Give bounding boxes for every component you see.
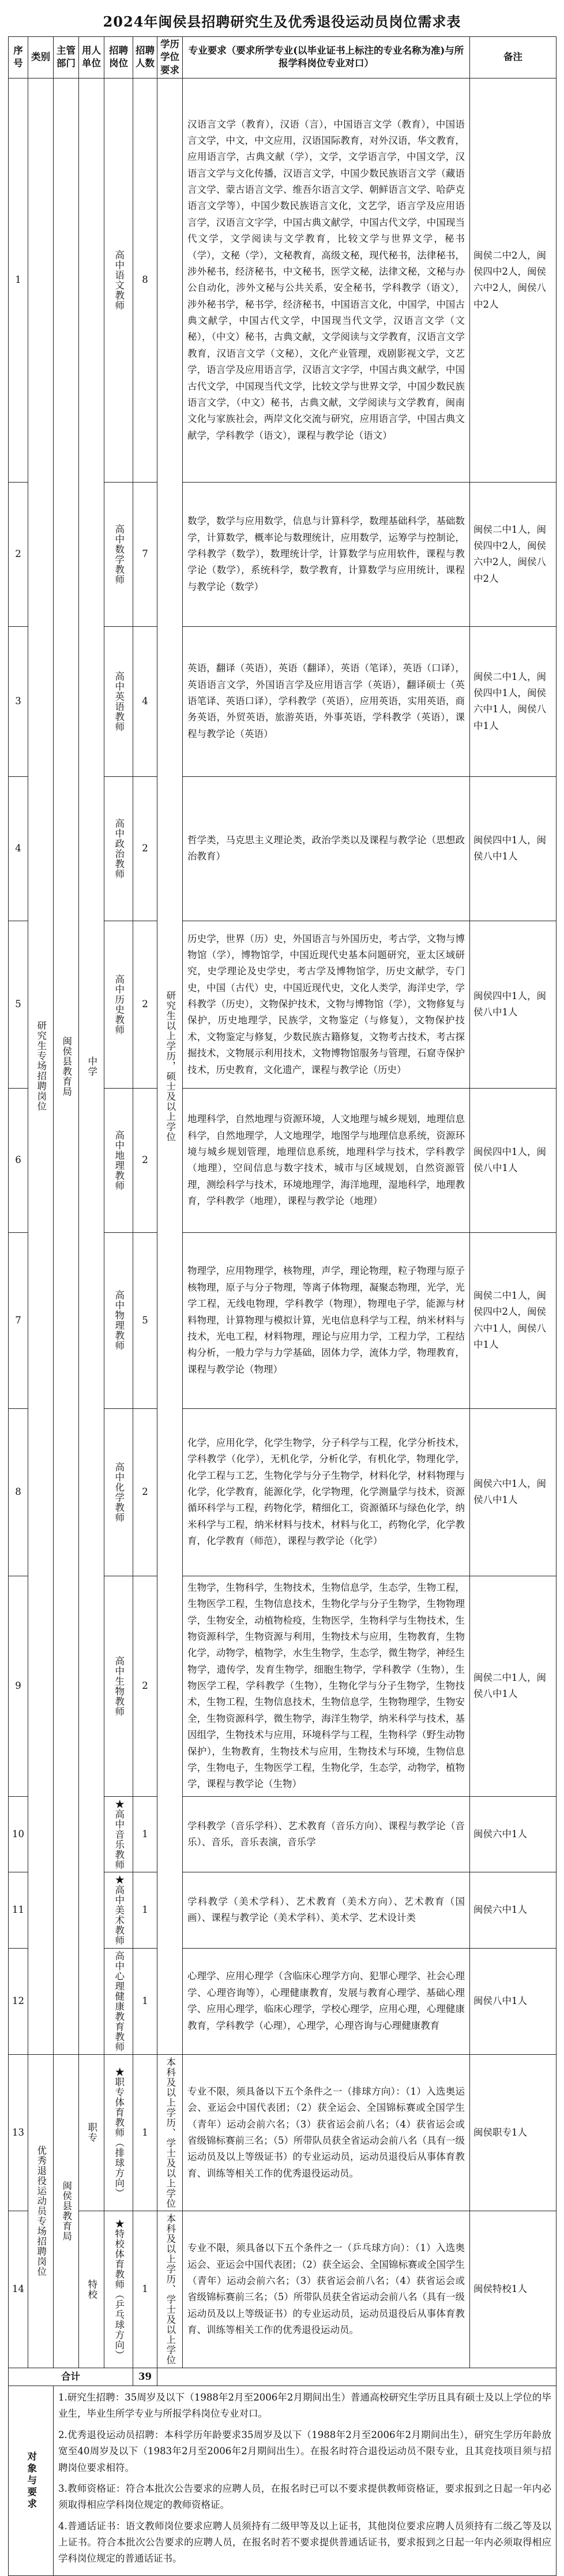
header-unit: 用人单位 [79, 37, 104, 78]
cell-note: 闽侯六中1人 [470, 1872, 557, 1949]
cell-note: 闽侯四中1人，闽侯八中1人 [470, 921, 557, 1088]
cell-note: 闽侯六中1人 [470, 1796, 557, 1872]
cell-count: 2 [133, 1576, 157, 1796]
cell-major: 地理科学，自然地理与资源环境，人文地理与城乡规划，地理信息科学，自然地理学，人文地理学，地图学与地理信息系统，资源环境与城乡规划管理，地理信息系统，地理科学与技术，学科教学（地理），空间信息与数字技术，城市与区域规划，自然资源管理，测绘科学与技术，环境地理学，海洋地理，湿地科学，地理教育，学科教学（地理），课程与教学论（地理） [183, 1088, 470, 1232]
header-post: 招聘岗位 [104, 37, 133, 78]
degree-athlete-2: 本科及以上学历、学士及以上学位 [157, 2211, 183, 2368]
cell-count: 2 [133, 1408, 157, 1576]
cell-seq: 13 [9, 2054, 28, 2211]
cell-seq: 2 [9, 482, 28, 626]
cell-count: 2 [133, 921, 157, 1088]
total-row [9, 2368, 557, 2386]
cell-count: 1 [133, 2211, 157, 2368]
header-major: 专业要求（要求所学专业(以毕业证书上标注的专业名称为准)与所报学科岗位专业对口） [183, 37, 470, 78]
cell-major: 专业不限，须具备以下五个条件之一（排球方向）：（1）入选奥运会、亚运会中国代表团；（2）获全运会、全国锦标赛或全国学生（青年）运动会前六名；（3）获省运会前八名；（4）获省运会或省级锦标赛前三名；（5）所带队员获全省运动会前八名（具有一级运动员及以上等级证书）的专业运动员，运动员退役后从事体育教育、训练等相关工作的优秀退役运动员。 [183, 2054, 470, 2211]
cell-seq: 14 [9, 2211, 28, 2368]
dept-athlete: 闽侯县教育局 [54, 2054, 79, 2368]
cell-count: 1 [133, 1796, 157, 1872]
cell-major: 数学，数学与应用数学，信息与计算科学，数理基础科学，基础数学，计算数学，概率论与数理统计，应用数学，运筹学与控制论，学科教学（数学），数理统计学，计算数学与应用软件，课程与教学论（数学），系统科学，数学教育，计算数学与应用统计，课程与教学论（数学） [183, 482, 470, 626]
cell-major: 学科教学（美术学科）、艺术教育（美术方向）、艺术教育（国画）、课程与教学论（美术学科）、美术学、艺术设计类 [183, 1872, 470, 1949]
category-grad: 研究生专场招聘岗位 [28, 78, 54, 2054]
total-value: 39 [133, 2368, 157, 2386]
cell-count: 2 [133, 776, 157, 921]
header-count: 招聘人数 [133, 37, 157, 78]
cell-post: 高中数学教师 [104, 482, 133, 626]
cell-count: 1 [133, 1872, 157, 1949]
page [8, 0, 556, 2576]
cell-note: 闽侯二中1人，闽侯四中1人，闽侯六中1人，闽侯八中1人 [470, 626, 557, 776]
total-empty [157, 2368, 557, 2386]
cell-note: 闽侯八中1人 [470, 1948, 557, 2054]
cell-seq: 3 [9, 626, 28, 776]
cell-note: 闽侯职专1人 [470, 2054, 557, 2211]
positions-table [8, 36, 557, 2576]
dept-main: 闽侯县教育局 [54, 78, 79, 2054]
cell-count: 2 [133, 1088, 157, 1232]
cell-seq: 7 [9, 1232, 28, 1408]
header-note: 备注 [470, 37, 557, 78]
cell-post: ★职专体育教师（排球方向） [104, 2054, 133, 2211]
header-degree: 学历学位要求 [157, 37, 183, 78]
cell-note: 闽侯六中1人，闽侯八中1人 [470, 1408, 557, 1576]
cell-count: 1 [133, 1948, 157, 2054]
page-title: 2024年闽侯县招聘研究生及优秀退役运动员岗位需求表 [103, 13, 461, 30]
cell-seq: 11 [9, 1872, 28, 1949]
cell-post: ★高中音乐教师 [104, 1796, 133, 1872]
cell-seq: 4 [9, 776, 28, 921]
requirement-item: 4.普通话证书：语文教师岗位要求应聘人员须持有二级甲等及以上证书，其他岗位要求应聘人员须持有二级乙等及以上证书。符合本批次公告要求的应聘人员，在报名时若不要求提供普通话证书，要求报到之日起一年内必须取得相应学科岗位规定的普通话证书。 [58, 2520, 551, 2564]
cell-note: 闽侯特校1人 [470, 2211, 557, 2368]
cell-seq: 8 [9, 1408, 28, 1576]
degree-athlete-1: 本科及以上学历、学士及以上学位 [157, 2054, 183, 2211]
cell-major: 心理学、应用心理学（含临床心理学方向、犯罪心理学、社会心理学、心理咨询等），心理健康教育，发展与教育心理学、基础心理学、应用心理学，临床心理学，学校心理学，应用心理，心理健康教育，学科教学（心理），心理学，心理咨询与心理健康教育 [183, 1948, 470, 2054]
category-athlete: 优秀退役运动员专场招聘岗位 [28, 2054, 54, 2368]
cell-seq: 12 [9, 1948, 28, 2054]
requirement-item: 2.优秀退役运动员招聘：本科学历年龄要求35周岁及以下（1988年2月至2006年2月期间出生），研究生学历年龄放宽至40周岁及以下（1983年2月至2006年2月期间出生）。在报名时符合退役运动员不限专业，且其竞技项目须与招聘岗位要求相符。 [58, 2429, 551, 2473]
cell-note: 闽侯二中1人，闽侯四中2人，闽侯六中1人，闽侯八中1人 [470, 1232, 557, 1408]
unit-athlete-2: 特校 [79, 2211, 104, 2368]
cell-post: 高中生物教师 [104, 1576, 133, 1796]
degree-grad: 研究生以上学历，硕士及以上学位 [157, 78, 183, 2054]
unit-main: 中学 [79, 78, 104, 2054]
table-row [9, 2054, 557, 2211]
requirements-text [54, 2386, 557, 2576]
cell-seq: 6 [9, 1088, 28, 1232]
cell-major: 学科教学（音乐学科）、艺术教育（音乐方向）、课程与教学论（音乐）、音乐，音乐表演，音乐学 [183, 1796, 470, 1872]
cell-count: 4 [133, 626, 157, 776]
cell-seq: 1 [9, 78, 28, 482]
cell-post: ★特校体育教师（乒乓球方向） [104, 2211, 133, 2368]
cell-post: 高中化学教师 [104, 1408, 133, 1576]
cell-major: 物理学，应用物理学，核物理，声学，理论物理，粒子物理与原子核物理，原子与分子物理，等离子体物理，凝聚态物理，光学，光学工程，无线电物理，学科教学（物理），物理电子学，能源与材料物理，计算物理与模拟计算，光电信息科学与工程，纳米材料与技术，光电工程，材料物理，理论与应用力学，工程力学，工程结构分析，一般力学与力学基础，固体力学，流体力学，物理教育，课程与教学论（物理） [183, 1232, 470, 1408]
cell-post: 高中物理教师 [104, 1232, 133, 1408]
cell-major: 汉语言文学（教育），汉语（言），中国语言文学（教育），中国语言文学，中文，中文应用，汉语国际教育，对外汉语，华文教育，应用语言学，古典文献（学），文学，文学语言学，中国文学，汉语言文学与文化传播，汉语言文学，中国少数民族语言文学（藏语言文学、蒙古语言文学、维吾尔语言文学、朝鲜语言文学、哈萨克语言文学等），中国少数民族语言文化，文艺学，语言学及应用语言学，汉语言文字学，中国古典文献学，中国古代文学，中国现当代文学，文学阅读与文学教育，比较文学与世界文学，秘书（学），文秘（学），文秘教育，高级文秘，现代秘书，法律秘书，涉外秘书，经济秘书，中文秘书，医学文秘，法律文秘，文秘与办公自动化，涉外文秘与公共关系，安全秘书，学科教学（语文），涉外秘书学，秘书学，经济秘书，中国语言文化，中国学，中国古典文献学，中国古代文学，中国现当代文学，汉语言文学（文秘），（中文）秘书，古典文献，文学阅读与文学教育，汉语言文学教育，汉语言文学（文秘），文化产业管理，戏剧影视文学，文艺学，语言学及应用语言学，汉语言文字学，中国古典文献学，中国古代文学，中国现当代文学，比较文学与世界文学，中国少数民族语言文学，（中文）秘书，古典文献，文学阅读与文学教育，闽南文化与家族社会，两岸文化交流与研究，应用语言学，中国古典文献学，学科教学（语文），课程与教学论（语文） [183, 78, 470, 482]
cell-count: 8 [133, 78, 157, 482]
table-header-row [9, 37, 557, 78]
unit-athlete-1: 职专 [79, 2054, 104, 2211]
table-row [9, 2211, 557, 2368]
cell-major: 哲学类，马克思主义理论类，政治学类以及课程与教学论（思想政治教育） [183, 776, 470, 921]
cell-major: 历史学，世界（历）史，外国语言与外国历史，考古学，文物与博物馆（学），博物馆学，中国近现代史基本问题研究，亚太区域研究，史学理论及史学史，考古学及博物馆学，历史文献学，专门史，中国（古代）史，中国近现代史，文化人类学，海洋史学，学科教学（历史），文物保护技术，文物与博物馆（学），文物修复与保护，历史地理学，民族学，文物鉴定（与修复），文物保护技术，文物鉴定与修复，少数民族古籍修复，文物考古技术，考古探掘技术，文物展示利用技术，文物博物馆服务与管理，石窟寺保护技术，历史教育，文化遗产，课程与教学论（历史） [183, 921, 470, 1088]
cell-note: 闽侯四中1人，闽侯八中1人 [470, 1088, 557, 1232]
header-seq: 序号 [9, 37, 28, 78]
requirements-label: 对象与要求 [9, 2386, 54, 2576]
header-category: 类别 [28, 37, 54, 78]
header-dept: 主管部门 [54, 37, 79, 78]
cell-seq: 9 [9, 1576, 28, 1796]
cell-major: 专业不限，须具备以下五个条件之一（乒乓球方向）：（1）入选奥运会、亚运会中国代表团；（2）获全运会、全国锦标赛或全国学生（青年）运动会前六名；（3）获省运会前八名；（4）获省运会或省级锦标赛前三名；（5）所带队员获全省运动会前八名（具有一级运动员及以上等级证书）的专业运动员，运动员退役后从事体育教育、训练等相关工作的优秀退役运动员。 [183, 2211, 470, 2368]
total-label: 合计 [9, 2368, 133, 2386]
cell-note: 闽侯二中1人，闽侯八中1人 [470, 1576, 557, 1796]
cell-note: 闽侯四中1人，闽侯八中1人 [470, 776, 557, 921]
cell-seq: 10 [9, 1796, 28, 1872]
cell-post: ★高中美术教师 [104, 1872, 133, 1949]
cell-post: 高中历史教师 [104, 921, 133, 1088]
table-row [9, 78, 557, 482]
cell-count: 1 [133, 2054, 157, 2211]
requirement-item: 3.教师资格证：符合本批次公告要求的应聘人员，在报名时已可以不要求提供教师资格证，要求报到之日起一年内必须取得相应学科岗位规定的教师资格证。 [58, 2482, 551, 2511]
cell-post: 高中英语教师 [104, 626, 133, 776]
cell-note: 闽侯二中1人，闽侯四中2人，闽侯六中2人，闽侯八中2人 [470, 482, 557, 626]
cell-count: 5 [133, 1232, 157, 1408]
cell-major: 生物学，生物科学，生物技术，生物信息学，生态学，生物工程，生物医学工程，生物信息技术，生物化学与分子生物学，生物物理学，生物安全，动植物检疫，生物医学，生物科学与生物技术，生物资源科学，生物资源与利用，生物技术与应用，生物教育，生物化学，动物学，植物学，水生生物学，生态学，微生物学，神经生物学，遗传学，发育生物学，细胞生物学，学科教学（生物），生物医学工程，学科教学（生物），生物化学与分子生物学，生物技术，生物工程，生物信息技术，生物信息学，生物物理学，生物安全，生物资源科学，微生物学，海洋生物学，纳米科学与技术，基因组学，生物技术与应用，环境科学与工程，生物科学（野生动物保护），生物教育，生物技术与应用，生物技术与环境，生物信息学，生物电子，生物医学工程，生物化学，生态学，动物学，植物学，课程与教学论（生物） [183, 1576, 470, 1796]
cell-major: 化学，应用化学，化学生物学，分子科学与工程，化学分析技术，学科教学（化学），无机化学，分析化学，有机化学，物理化学，化学工程与工艺，生物化学与分子生物学，材料化学，材料物理与化学，化学教育，能源化学，化学物理，化学测量学与技术，资源循环科学与工程，药物化学，精细化工，资源循环与绿色化学，纳米科学与工程，纳米材料与技术，材料与化工，药物化学，化学教育，化学教育（师范），课程与教学论（化学） [183, 1408, 470, 1576]
cell-seq: 5 [9, 921, 28, 1088]
requirement-item: 1.研究生招聘：35周岁及以下（1988年2月至2006年2月期间出生）普通高校研究生学历且具有硕士及以上学位的毕业生，毕业生所学专业与所报学科岗位专业对口。 [58, 2392, 551, 2420]
cell-count: 7 [133, 482, 157, 626]
cell-post: 高中心理健康教育教师 [104, 1948, 133, 2054]
cell-post: 高中政治教师 [104, 776, 133, 921]
requirements-row [9, 2386, 557, 2576]
cell-post: 高中语文教师 [104, 78, 133, 482]
cell-major: 英语，翻译（英语），英语（翻译），英语（笔译），英语（口译），英语语言文学，外国语言学及应用语言学（英语），翻译硕士（英语笔译、英语口译），学科教学（英语），应用英语，实用英语，商务英语，外贸英语，旅游英语，外事英语，学科教学（英语），课程与教学论（英语） [183, 626, 470, 776]
cell-post: 高中地理教师 [104, 1088, 133, 1232]
cell-note: 闽侯二中2人，闽侯四中2人，闽侯六中2人，闽侯八中2人 [470, 78, 557, 482]
